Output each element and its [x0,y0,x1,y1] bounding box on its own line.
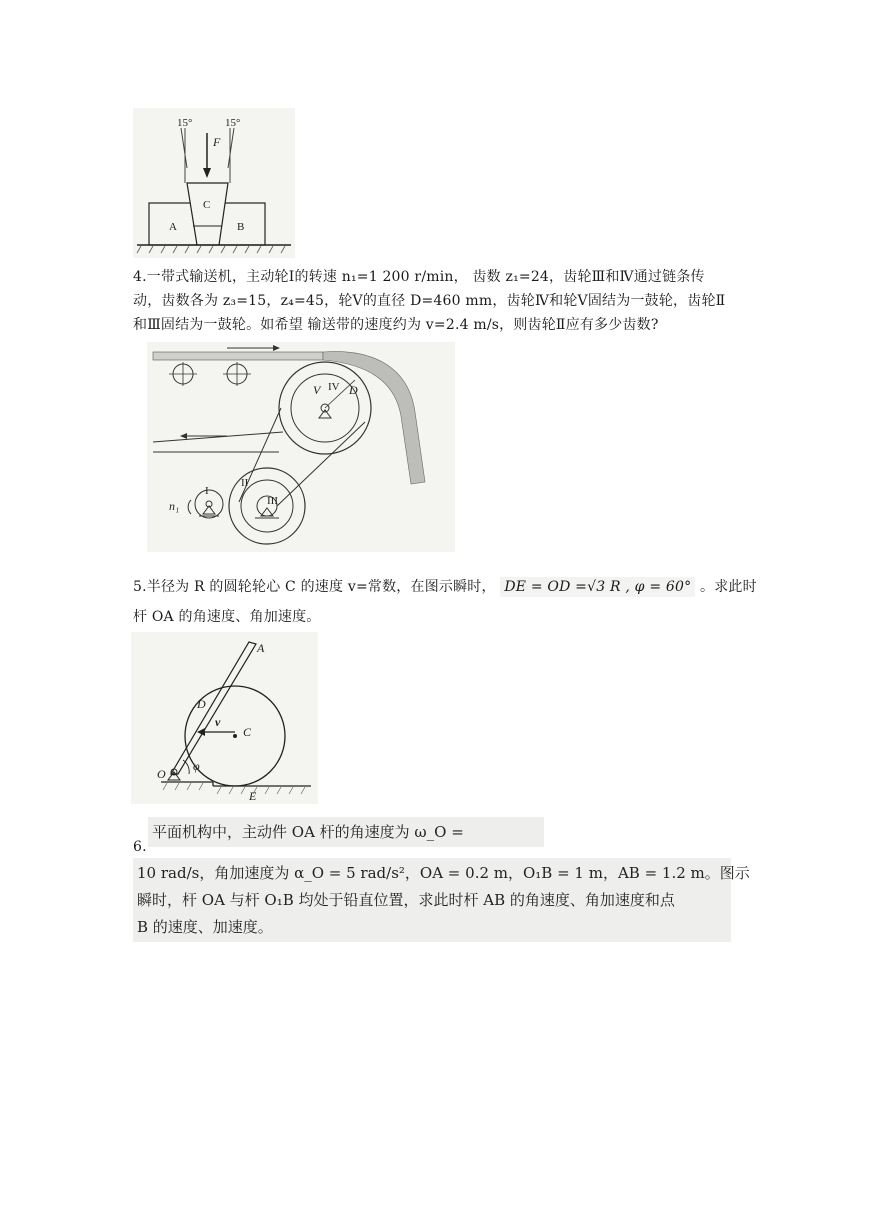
label-v: v [215,715,221,729]
angle-left-label: 15° [177,117,193,129]
wheel-d-label: D [349,383,358,397]
block-b-label: B [237,221,245,233]
problem6-line-3: 瞬时，杆 OA 与杆 O₁B 均处于铅直位置，求此时杆 AB 的角速度、角加速度和点 [137,891,675,909]
problem6-line-4: B 的速度、加速度。 [137,918,273,936]
problem5-line-1 [133,578,757,596]
problem5-text-after: 。求此时 [700,579,757,595]
wheel-iv-label: IV [328,381,340,393]
angle-right-label: 15° [225,117,241,129]
problem5-formula: DE = OD =√3 R , φ = 60° [500,577,695,597]
label-a: A [257,641,265,655]
label-c: C [243,725,252,739]
problem4-line-2: 动，齿数各为 z₃=15，z₄=45，轮Ⅴ的直径 D=460 mm，齿轮Ⅳ和轮Ⅴ固结为一鼓轮，齿轮Ⅱ [133,293,726,309]
n1-label: n₁ [169,499,180,513]
wheel-i-label: I [205,485,209,497]
figure-rod-wheel-drawing [131,632,318,804]
problem5-text-before: 5.半径为 R 的圆轮轮心 C 的速度 v=常数，在图示瞬时， [133,579,496,595]
label-d: D [197,697,206,711]
figure-rod-wheel [131,632,318,804]
wheel-ii-label: II [241,477,249,489]
problem6-block [133,858,750,942]
figure-conveyor [147,342,455,552]
problem6-line-1: 平面机构中，主动件 OA 杆的角速度为 ω_O = [148,817,544,847]
label-o: O [157,767,166,781]
label-e: E [249,789,257,803]
problem4-line-1: 4.一带式输送机，主动轮Ⅰ的转速 n₁=1 200 r/min， 齿数 z₁=24，齿轮Ⅲ和Ⅳ通过链条传 [133,269,705,285]
problem5-line-2: 杆 OA 的角速度、角加速度。 [133,609,321,625]
block-c-label: C [203,199,211,211]
problem4-line-3: 和Ⅲ固结为一鼓轮。如希望 输送带的速度约为 v=2.4 m/s，则齿轮Ⅱ应有多少齿数? [133,317,659,333]
figure-conveyor-drawing [147,342,455,552]
wheel-v-label: V [313,383,321,397]
problem6-line-2: 10 rad/s，角加速度为 α_O = 5 rad/s²，OA = 0.2 m，O₁B = 1 m，AB = 1.2 m。图示 [137,864,750,882]
figure-wedge [133,108,295,258]
wheel-iii-label: III [267,495,278,507]
figure-wedge-drawing [133,108,295,258]
block-a-label: A [169,221,177,233]
label-phi: φ [193,759,200,773]
force-label: F [213,135,221,149]
problem6-number: 6. [133,839,147,855]
